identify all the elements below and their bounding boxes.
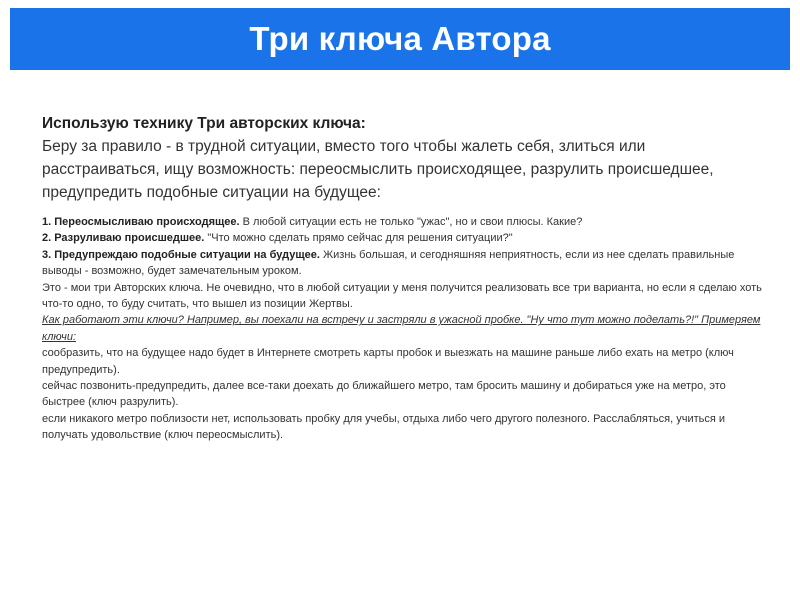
example-answer: сообразить, что на будущее надо будет в Интернете смотреть карты пробок и выезжать на машине раньше либо ехать на метро (ключ предупредить).: [42, 347, 734, 376]
details-block: [42, 214, 762, 444]
key-item: [42, 230, 762, 246]
key-item: [42, 247, 762, 280]
key-text: "Что можно сделать прямо сейчас для решения ситуации?": [204, 232, 513, 245]
key-title: 1. Переосмысливаю происходящее.: [42, 216, 240, 228]
intro-text: Беру за правило - в трудной ситуации, вместо того чтобы жалеть себя, злиться или расстраиваться, ищу возможность: переосмыслить происходящее, разрулить происшедшее, предупредить подобные ситуации на будущее:: [42, 138, 714, 201]
content-body: [42, 112, 762, 444]
title-bar: [10, 8, 790, 70]
key-title: 3. Предупреждаю подобные ситуации на будущее.: [42, 248, 320, 261]
example-answer: сейчас позвонить-предупредить, далее все-таки доехать до ближайшего метро, там бросить машину и добираться уже на метро, это быстрее (ключ разрулить).: [42, 380, 726, 409]
key-text: В любой ситуации есть не только "ужас", но и свои плюсы. Какие?: [239, 216, 583, 228]
example-question: Как работают эти ключи? Например, вы поехали на встречу и застряли в ужасной пробке. "Ну что тут можно поделать?!" Примеряем ключи:: [42, 314, 761, 343]
intro-lead: Использую технику Три авторских ключа:: [42, 115, 366, 132]
summary-text: Это - мои три Авторских ключа. Не очевидно, что в любой ситуации у меня получится реализовать все три варианта, но если я сделаю хоть что-то одно, то буду считать, что вышел из позиции Жертвы.: [42, 281, 762, 311]
intro-block: [42, 112, 762, 204]
page-title: Три ключа Автора: [249, 20, 551, 57]
key-text: Жизнь большая, и сегодняшняя неприятность, если из нее сделать правильные выводы - возможно, будет замечательным уроком.: [42, 248, 735, 278]
example-answer: если никакого метро поблизости нет, использовать пробку для учебы, отдыха либо чего другого полезного. Расслабляться, учиться и получать удовольствие (ключ переосмыслить).: [42, 412, 726, 442]
key-title: 2. Разруливаю происшедшее.: [42, 232, 205, 245]
key-item: [42, 214, 762, 230]
